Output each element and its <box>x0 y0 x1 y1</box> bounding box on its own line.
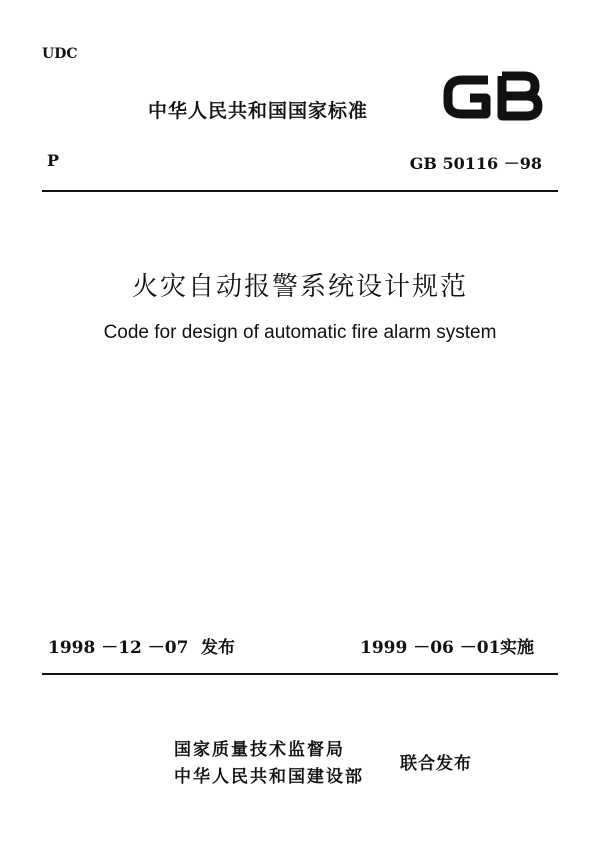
implementation-label: 实施 <box>500 638 534 658</box>
bottom-divider <box>42 673 558 675</box>
standard-number: GB 50116 －98 <box>409 154 542 173</box>
classification-code: P <box>47 151 60 170</box>
top-divider <box>42 190 558 192</box>
issue-label: 发布 <box>201 638 235 658</box>
gb-logo <box>440 68 550 124</box>
title-english: Code for design of automatic fire alarm system <box>103 322 497 343</box>
issuer-construction-ministry: 中华人民共和国建设部 <box>174 767 364 787</box>
implementation-date: 1999 －06 －01 <box>360 638 501 658</box>
udc-label: UDC <box>42 46 78 62</box>
joint-issue-label: 联合发布 <box>400 754 472 774</box>
title-chinese: 火灾自动报警系统设计规范 <box>131 272 468 302</box>
national-standard-label: 中华人民共和国国家标准 <box>148 100 369 122</box>
gb-logo-text: GB <box>440 68 442 69</box>
issuer-quality-bureau: 国家质量技术监督局 <box>174 740 345 760</box>
issue-date: 1998 －12 －07 <box>48 638 189 658</box>
